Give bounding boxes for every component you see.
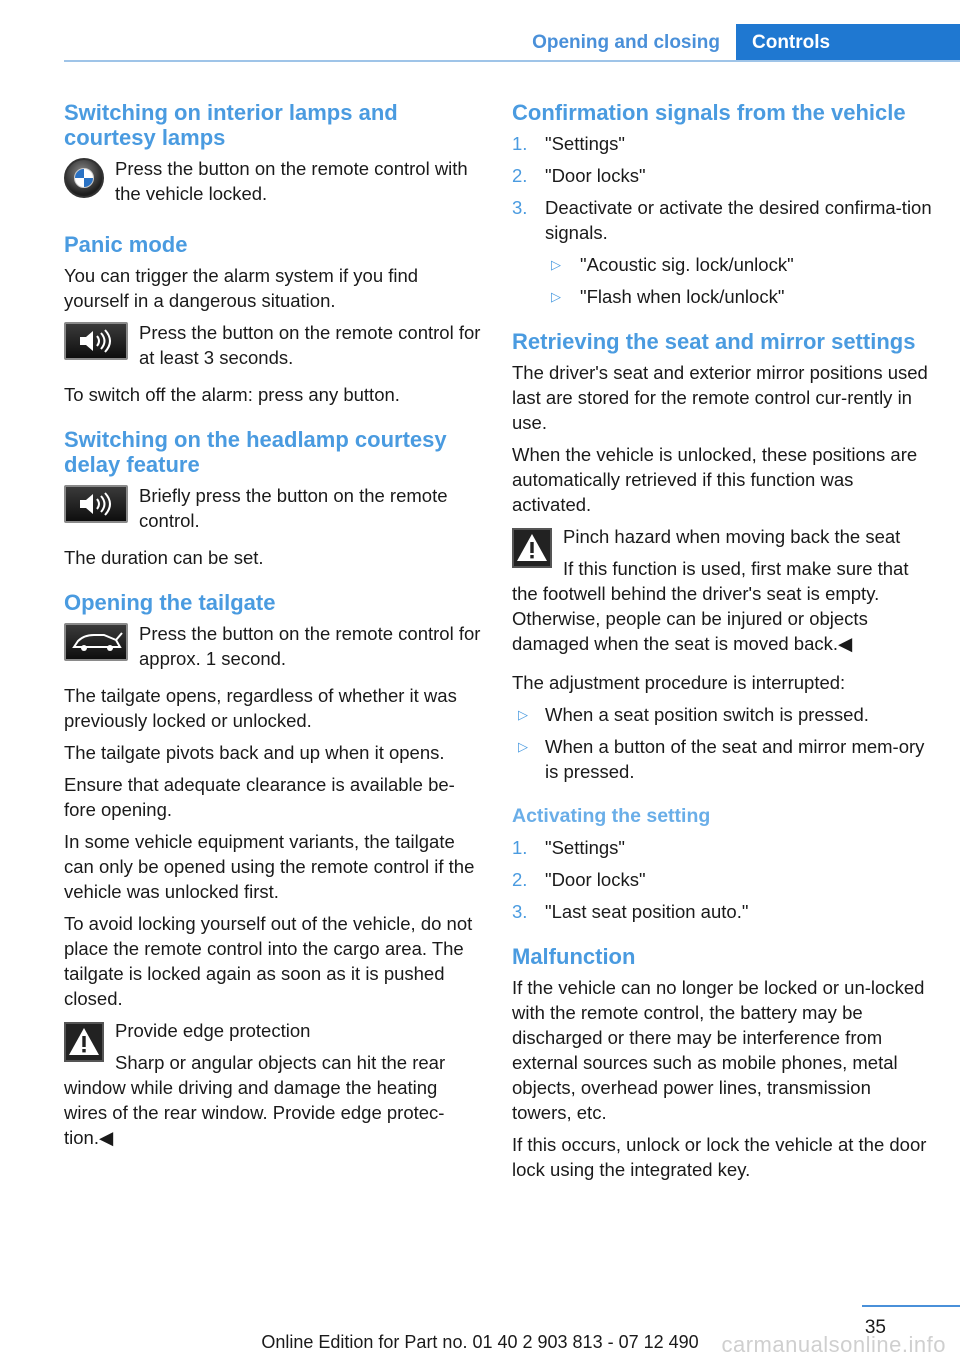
panic-paragraph-1: You can trigger the alarm system if you find yourself in a dangerous situation. — [64, 265, 419, 311]
list-item: 2. "Door locks" — [512, 165, 646, 186]
heading-headlamp-courtesy: Switching on the headlamp courtesy delay feature — [64, 427, 447, 477]
tailgate-paragraph-3: Ensure that adequate clearance is available be-fore opening. — [64, 774, 455, 820]
right-column — [512, 100, 932, 1189]
header-section-label: Opening and closing — [532, 32, 720, 53]
malfunction-paragraph-1: If the vehicle can no longer be locked or un-locked with the remote control, the battery may be discharged or there may be interference from external sources such as mobile phones, metal objects, overhead power lines, transmission towers, etc. — [512, 977, 925, 1123]
left-column — [64, 100, 484, 1158]
heading-confirmation-signals: Confirmation signals from the vehicle — [512, 100, 906, 125]
warning-title: Pinch hazard when moving back the seat — [563, 526, 901, 547]
page-number: 35 — [864, 1317, 886, 1338]
warning-line-1: Sharp or angular objects can hit the rear — [115, 1052, 446, 1073]
headlamp-instruction — [64, 483, 484, 539]
bullet-triangle-icon: ▷ — [518, 707, 528, 722]
retrieve-paragraph-2: When the vehicle is unlocked, these positions are automatically retrieved if this function was activated. — [512, 444, 918, 515]
panic-paragraph-2: To switch off the alarm: press any button. — [64, 384, 400, 405]
tailgate-paragraph-4: In some vehicle equipment variants, the tailgate can only be opened using the remote control if the vehicle was unlocked first. — [64, 831, 475, 902]
header-rule — [64, 60, 960, 62]
heading-malfunction: Malfunction — [512, 944, 636, 969]
list-item: 3. Deactivate or activate the desired confirma-tion signals. — [512, 197, 932, 243]
header-tab-controls: Controls — [736, 24, 960, 62]
tailgate-car-button-icon — [64, 623, 128, 661]
tailgate-paragraph-2: The tailgate pivots back and up when it opens. — [64, 742, 445, 763]
headlamp-horn-button-icon — [64, 485, 128, 523]
interior-lamps-text: Press the button on the remote control with the vehicle locked. — [115, 158, 468, 204]
heading-panic-mode: Panic mode — [64, 232, 188, 257]
tailgate-button-text: Press the button on the remote control for approx. 1 second. — [139, 623, 481, 669]
tailgate-instruction — [64, 621, 484, 677]
page-header — [64, 24, 960, 62]
bullet-triangle-icon: ▷ — [551, 289, 561, 304]
interrupt-list — [512, 702, 932, 784]
interior-lamps-instruction — [64, 156, 484, 212]
warning-title: Provide edge protection — [115, 1020, 311, 1041]
interrupt-paragraph: The adjustment procedure is interrupted: — [512, 672, 846, 693]
bullet-triangle-icon: ▷ — [551, 257, 561, 272]
bmw-logo-button-icon — [64, 158, 104, 198]
tailgate-paragraph-5: To avoid locking yourself out of the vehicle, do not place the remote control into the cargo area. The tailgate is locked again as soon as it is pushed closed. — [64, 913, 473, 1009]
edition-line: Online Edition for Part no. 01 40 2 903 813 - 07 12 490 — [261, 1332, 699, 1352]
malfunction-paragraph-2: If this occurs, unlock or lock the vehicle at the door lock using the integrated key. — [512, 1134, 927, 1180]
headlamp-paragraph: The duration can be set. — [64, 547, 264, 568]
warning-line-1: If this function is used, first make sure that — [563, 558, 909, 579]
list-item: 1. "Settings" — [512, 837, 625, 858]
bullet-triangle-icon: ▷ — [518, 739, 528, 754]
warning-rest: the footwell behind the driver's seat is empty. Otherwise, people can be injured or objects damaged when the seat is moved back.◀ — [512, 583, 880, 654]
heading-interior-lamps: Switching on interior lamps and courtesy lamps — [64, 100, 398, 150]
pinch-hazard-warning — [512, 524, 932, 656]
list-item: 2. "Door locks" — [512, 869, 646, 890]
list-item: 1. "Settings" — [512, 133, 625, 154]
edge-protection-warning — [64, 1018, 484, 1150]
heading-opening-tailgate: Opening the tailgate — [64, 590, 276, 615]
confirm-steps-list — [512, 131, 932, 245]
watermark: carmanualsonline.info — [721, 1332, 946, 1357]
list-item: ▷ When a seat position switch is pressed. — [518, 704, 869, 725]
warning-rest: window while driving and damage the heating wires of the rear window. Provide edge protec-tion.◀ — [64, 1077, 445, 1148]
headlamp-button-text: Briefly press the button on the remote control. — [139, 485, 448, 531]
list-item: ▷ "Acoustic sig. lock/unlock" — [551, 254, 794, 275]
list-item: ▷ When a button of the seat and mirror mem-ory is pressed. — [518, 736, 925, 782]
warning-triangle-icon — [512, 528, 552, 568]
activate-steps-list — [512, 835, 932, 924]
heading-retrieving-settings: Retrieving the seat and mirror settings — [512, 329, 916, 354]
footer-rule — [862, 1305, 960, 1307]
panic-horn-button-icon — [64, 322, 128, 360]
list-item: 3. "Last seat position auto." — [512, 901, 749, 922]
confirm-sub-list — [512, 252, 932, 309]
panic-instruction — [64, 320, 484, 376]
list-item: ▷ "Flash when lock/unlock" — [551, 286, 785, 307]
tailgate-paragraph-1: The tailgate opens, regardless of whether it was previously locked or unlocked. — [64, 685, 457, 731]
heading-activating-setting: Activating the setting — [512, 805, 711, 827]
warning-triangle-icon — [64, 1022, 104, 1062]
retrieve-paragraph-1: The driver's seat and exterior mirror positions used last are stored for the remote control cur-rently in use. — [512, 362, 928, 433]
panic-button-text: Press the button on the remote control for at least 3 seconds. — [139, 322, 481, 368]
